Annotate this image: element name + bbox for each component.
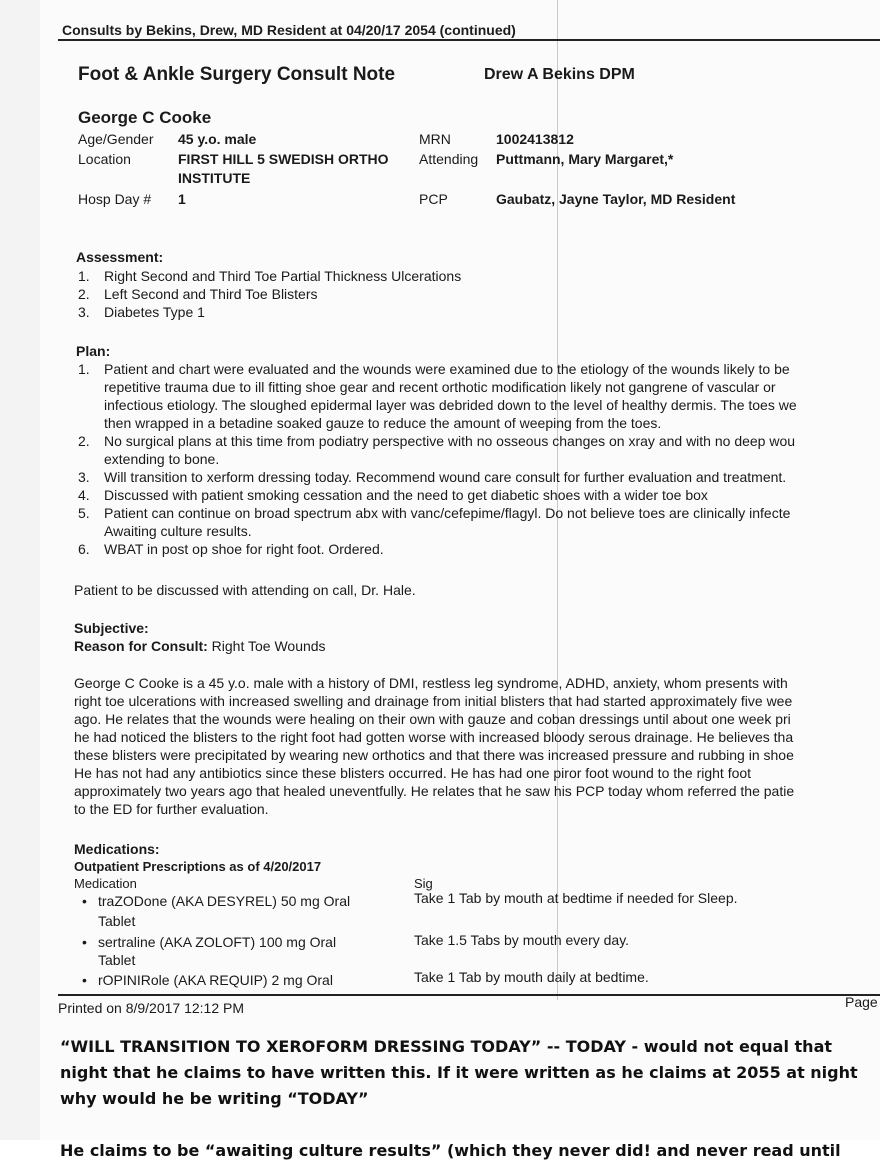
page-shadow-edge (0, 0, 40, 1140)
subjective-heading: Subjective: (74, 620, 149, 636)
assessment-item: 2. Left Second and Third Toe Blisters (78, 286, 318, 302)
subjective-paragraph: George C Cooke is a 45 y.o. male with a history of DMI, restless leg syndrome, ADHD, anxiety, whom presents with right toe ulcerations with increased swelling and drainage from initial blisters that had started approximately five wee ago. He relates that the wounds were healing on their own with gauze and coban dressings until about one week pri he had noticed the blisters to the right foot had gotten worse with increased bloody serous drainage. He believes tha these blisters were precipitated by wearing new orthotics and that there was increased pressure and rubbing in shoe He has not had any antibiotics since these blisters occurred. He has had one piror foot wound to the right foot approximately two years ago that healed uneventfully. He relates that he saw his PCP today whom referred the patie to the ED for further evaluation. (74, 675, 795, 817)
med-sig: Take 1 Tab by mouth at bedtime if needed for Sleep. (414, 890, 738, 906)
med-form: Tablet (98, 952, 136, 968)
age-gender-label: Age/Gender (78, 131, 154, 147)
bullet: • (82, 972, 87, 988)
pcp-label: PCP (419, 191, 448, 207)
patient-name: George C Cooke (78, 108, 212, 127)
medications-subheading: Outpatient Prescriptions as of 4/20/2017 (74, 859, 322, 874)
assessment-heading: Assessment: (76, 249, 164, 265)
col-sig: Sig (414, 876, 433, 891)
plan-heading: Plan: (76, 343, 111, 359)
plan-item: 5. Patient can continue on broad spectrum abx with vanc/cefepime/flagyl. Do not believe toes are clinically infecte Awaiting culture results. (78, 505, 791, 539)
location-value-line1: FIRST HILL 5 SWEDISH ORTHO (178, 151, 389, 167)
plan-item: 3. Will transition to xerform dressing today. Recommend wound care consult for further evaluation and treatment. (78, 469, 787, 485)
med-name: sertraline (AKA ZOLOFT) 100 mg Oral (98, 934, 337, 950)
assessment-list (78, 267, 461, 321)
plan-followup: Patient to be discussed with attending on call, Dr. Hale. (74, 582, 416, 598)
reason-label: Reason for Consult: (74, 638, 208, 654)
plan-item: 4. Discussed with patient smoking cessation and the need to get diabetic shoes with a wider toe box (78, 487, 708, 503)
assessment-item: 1. Right Second and Third Toe Partial Thickness Ulcerations (78, 268, 462, 284)
note-author: Drew A Bekins DPM (484, 66, 635, 83)
reason-value: Right Toe Wounds (207, 638, 326, 654)
attending-label: Attending (419, 151, 479, 167)
mrn-label: MRN (419, 131, 451, 147)
med-sig: Take 1.5 Tabs by mouth every day. (414, 932, 630, 948)
med-form: Tablet (98, 913, 136, 929)
med-name: rOPINIRole (AKA REQUIP) 2 mg Oral (98, 972, 333, 988)
running-header: Consults by Bekins, Drew, MD Resident at 04/20/17 2054 (continued) (62, 22, 516, 38)
attending-value: Puttmann, Mary Margaret,* (496, 151, 674, 167)
location-value-line2: INSTITUTE (178, 170, 251, 186)
plan-item: 2. No surgical plans at this time from podiatry perspective with no osseous changes on xray and with no deep wou extending to bone. (78, 433, 796, 467)
reason-for-consult (74, 638, 326, 654)
col-medication: Medication (74, 876, 137, 891)
note-title: Foot & Ankle Surgery Consult Note (78, 64, 396, 85)
medications-heading: Medications: (74, 841, 160, 857)
plan-item: 1. Patient and chart were evaluated and the wounds were examined due to the etiology of the wounds likely to be repetitive trauma due to ill fitting shoe gear and recent orthotic modification likely not gangrene of vascular or infectious etiology. The sloughed epidermal layer was debrided down to the level of healthy dermis. The toes we then wrapped in a betadine soaked gauze to reduce the amount of weeping from the toes. (78, 361, 797, 431)
hosp-day-value: 1 (178, 191, 186, 207)
footer-rule (58, 994, 880, 996)
pcp-value: Gaubatz, Jayne Taylor, MD Resident (496, 191, 736, 207)
assessment-item: 3. Diabetes Type 1 (78, 304, 205, 320)
handwritten-commentary: “WILL TRANSITION TO XEROFORM DRESSING TODAY” -- TODAY - would not equal that night that he claims to have written this. If it were written as he claims at 2055 at night why would he be writing “TODAY” He claims to be “awaiting culture results” (which they never did! and never read until (60, 1037, 858, 1160)
page-label: Page (845, 994, 878, 1010)
bullet: • (82, 893, 87, 909)
bullet: • (82, 934, 87, 950)
age-gender-value: 45 y.o. male (178, 131, 257, 147)
printed-on: Printed on 8/9/2017 12:12 PM (58, 1000, 245, 1016)
plan-list (78, 360, 797, 558)
plan-item: 6. WBAT in post op shoe for right foot. Ordered. (78, 541, 384, 557)
med-sig: Take 1 Tab by mouth daily at bedtime. (414, 969, 649, 985)
header-rule (58, 39, 880, 41)
mrn-value: 1002413812 (496, 131, 574, 147)
location-label: Location (78, 151, 131, 167)
med-name: traZODone (AKA DESYREL) 50 mg Oral (98, 893, 351, 909)
hosp-day-label: Hosp Day # (78, 191, 152, 207)
